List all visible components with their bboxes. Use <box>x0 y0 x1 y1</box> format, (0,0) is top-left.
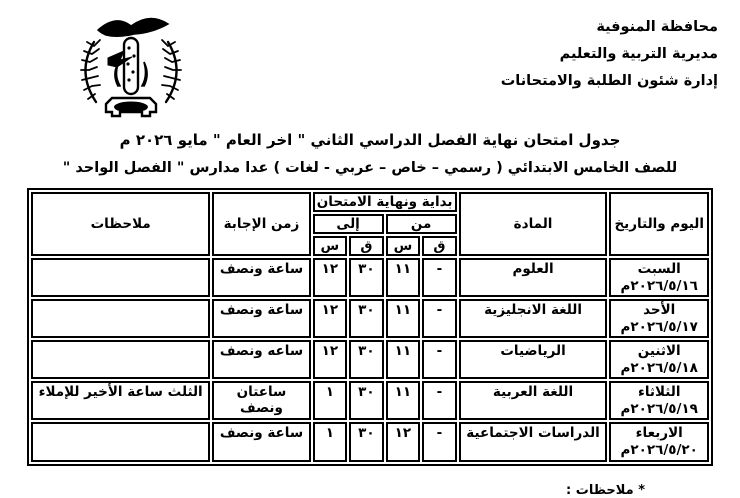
notes-cell: الثلث ساعة الأخير للإملاء <box>31 381 210 420</box>
notes-header-cell: ملاحظات <box>31 192 210 256</box>
subject-cell: العلوم <box>459 258 608 297</box>
to-minutes-cell: ٣٠ <box>349 340 384 379</box>
to-minutes-cell: ٣٠ <box>349 422 384 462</box>
from-hours-cell: ١١ <box>386 340 421 379</box>
from-minutes-cell: - <box>422 422 457 462</box>
day-label: الأحد <box>643 302 676 318</box>
schedule-title: جدول امتحان نهاية الفصل الدراسي الثاني " اخر العام " مايو ٢٠٢٦ م <box>119 131 621 149</box>
to-minutes-cell: ٣٠ <box>349 381 384 420</box>
day-label: الاربعاء <box>635 425 683 441</box>
to-hours-cell: ١٢ <box>313 258 348 297</box>
day-label: الاثنين <box>637 343 681 359</box>
from-hours-cell: ١١ <box>386 299 421 338</box>
duration-cell: ساعتان ونصف <box>212 381 310 420</box>
header-row-1 <box>31 192 709 212</box>
date-label: ٢٠٢٦/٥/١٨م <box>620 360 698 376</box>
to-minutes-cell: ٣٠ <box>349 299 384 338</box>
to-hours-header-cell: س <box>313 236 348 256</box>
organization-header <box>501 14 718 95</box>
from-minutes-cell: - <box>422 340 457 379</box>
day-date-cell <box>609 258 709 297</box>
administration-line: إدارة شئون الطلبة والامتحانات <box>500 73 718 89</box>
duration-cell: ساعة ونصف <box>212 422 310 462</box>
from-minutes-cell: - <box>422 381 457 420</box>
duration-cell: ساعه ونصف <box>212 340 310 379</box>
subject-cell: الدراسات الاجتماعية <box>459 422 608 462</box>
duration-header-cell: زمن الإجابة <box>212 192 310 256</box>
table-row-sunday <box>31 299 709 338</box>
subject-header-cell: المادة <box>459 192 608 256</box>
to-hours-cell: ١٢ <box>313 340 348 379</box>
date-label: ٢٠٢٦/٥/١٧م <box>620 319 698 335</box>
day-date-cell <box>609 299 709 338</box>
notes-cell <box>31 422 210 462</box>
from-header-cell: من <box>386 214 457 234</box>
day-date-cell <box>609 422 709 462</box>
subject-cell: الرياضيات <box>459 340 608 379</box>
schedule-subtitle: للصف الخامس الابتدائي ( رسمي – خاص – عربي - لغات ) عدا مدارس " الفصل الواحد " <box>62 160 678 176</box>
day-date-header-cell: اليوم والتاريخ <box>609 192 709 256</box>
table-row-tuesday <box>31 381 709 420</box>
to-hours-cell: ١ <box>313 422 348 462</box>
from-minutes-cell: - <box>422 299 457 338</box>
table-row-monday <box>31 340 709 379</box>
from-minutes-cell: - <box>422 258 457 297</box>
notes-cell <box>31 258 210 297</box>
to-header-cell: إلى <box>313 214 384 234</box>
to-hours-cell: ١٢ <box>313 299 348 338</box>
notes-cell <box>31 340 210 379</box>
from-hours-cell: ١٢ <box>386 422 421 462</box>
bottom-notes-label: * ملاحظات : <box>566 483 645 498</box>
subject-cell: اللغة العربية <box>459 381 608 420</box>
from-hours-cell: ١١ <box>386 381 421 420</box>
date-label: ٢٠٢٦/٥/١٦م <box>620 278 698 294</box>
from-hours-cell: ١١ <box>386 258 421 297</box>
from-hours-header-cell: س <box>386 236 421 256</box>
notes-cell <box>31 299 210 338</box>
date-label: ٢٠٢٦/٥/٢٠م <box>620 442 698 458</box>
day-label: الثلاثاء <box>637 384 681 400</box>
table-row-saturday <box>31 258 709 297</box>
to-minutes-header-cell: ق <box>349 236 384 256</box>
governorate-line: محافظة المنوفية <box>596 19 718 35</box>
exam-schedule-table <box>27 188 713 466</box>
to-minutes-cell: ٣٠ <box>349 258 384 297</box>
exam-time-header-cell: بداية ونهاية الامتحان <box>313 192 457 212</box>
from-minutes-header-cell: ق <box>422 236 457 256</box>
duration-cell: ساعة ونصف <box>212 258 310 297</box>
to-hours-cell: ١ <box>313 381 348 420</box>
day-label: السبت <box>637 261 681 277</box>
date-label: ٢٠٢٦/٥/١٩م <box>620 401 698 417</box>
day-date-cell <box>609 381 709 420</box>
subject-cell: اللغة الانجليزية <box>459 299 608 338</box>
eagle-emblem-icon <box>68 8 196 126</box>
duration-cell: ساعة ونصف <box>212 299 310 338</box>
ministry-emblem-logo <box>68 8 196 126</box>
directorate-line: مديرية التربية والتعليم <box>559 46 718 62</box>
day-date-cell <box>609 340 709 379</box>
table-row-wednesday <box>31 422 709 462</box>
